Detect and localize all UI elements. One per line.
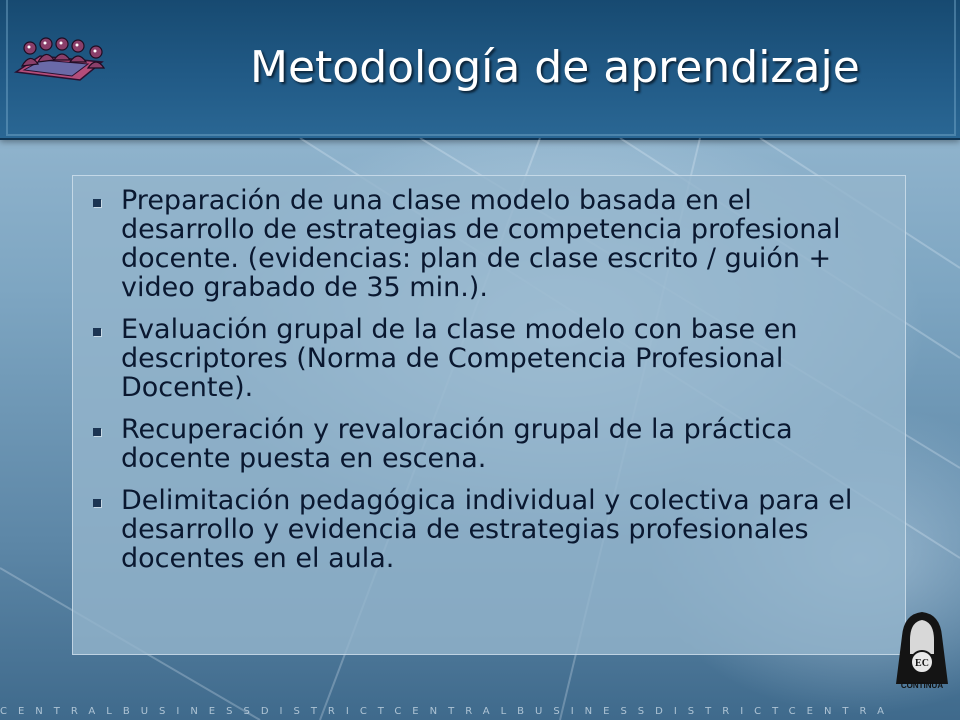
list-item xyxy=(93,186,889,302)
slide-title: Metodología de aprendizaje xyxy=(250,42,860,93)
content-box xyxy=(72,175,906,655)
list-item xyxy=(93,415,889,473)
list-item xyxy=(93,315,889,402)
institution-seal-icon xyxy=(892,610,952,692)
square-bullet-icon xyxy=(93,199,101,207)
svg-text:EC: EC xyxy=(915,658,929,669)
bullet-text: Delimitación pedagógica individual y colectiva para el desarrollo y evidencia de estrategias profesionales docentes en el aula. xyxy=(121,485,853,574)
bullet-text: Preparación de una clase modelo basada en el desarrollo de estrategias de competencia profesional docente. (evidencias: plan de clase escrito / guión + video grabado de 35 min.). xyxy=(121,185,841,303)
group-of-people-icon xyxy=(10,32,110,84)
bullet-text: Evaluación grupal de la clase modelo con base en descriptores (Norma de Competencia Profesional Docente). xyxy=(121,314,798,403)
bullet-list xyxy=(73,176,905,573)
footer-decorative-text: CENTRALBUSINESSDISTRICTCENTRALBUSINESSDISTRICTCENTRA xyxy=(0,706,895,717)
square-bullet-icon xyxy=(93,328,101,336)
list-item xyxy=(93,486,889,573)
square-bullet-icon xyxy=(93,428,101,436)
seal-label: CONTINUA xyxy=(900,681,944,690)
bullet-text: Recuperación y revaloración grupal de la práctica docente puesta en escena. xyxy=(121,414,793,474)
square-bullet-icon xyxy=(93,499,101,507)
